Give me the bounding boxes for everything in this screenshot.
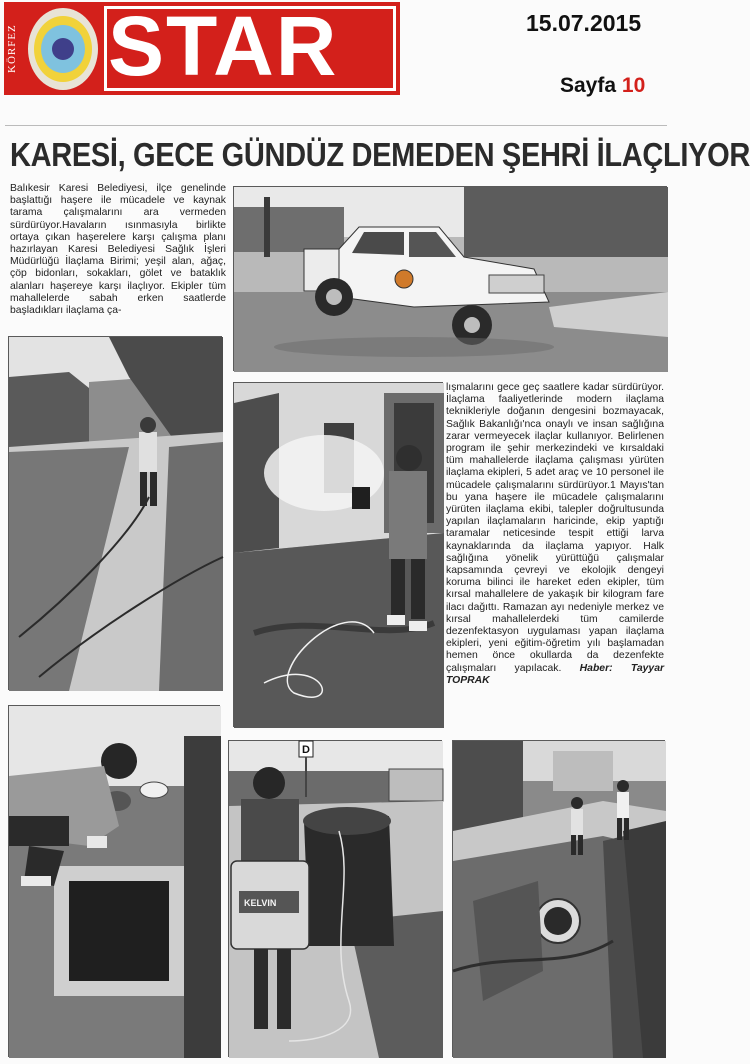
article-body	[446, 382, 664, 737]
sprayer-brand-label: KELVIN	[244, 898, 277, 908]
masthead-title: STAR	[108, 0, 339, 93]
photo-spray-truck	[233, 186, 667, 371]
photo-sprayer-tank	[228, 740, 442, 1057]
photo-culvert	[452, 740, 665, 1057]
page-label: Sayfa	[560, 74, 617, 97]
page-number	[560, 74, 645, 98]
article-byline: Haber: Tayyar TOPRAK	[446, 662, 665, 686]
page-number-value: 10	[621, 74, 646, 97]
photo-worker-road	[8, 336, 222, 690]
article-body-text: lışmalarını gece geç saatlere kadar sürdürüyor. İlaçlama faaliyetlerinde modern ilaçlama teknikleriyle doğanın dengesini bozmayacak, Sağlık Bakanlığı'nca onaylı ve insan sağlığına zarar vermeyecek ilaçlar kullanıyor. Belirlenen program ile şehir merkezindeki ve kırsaldaki tüm mahallelerde ilaçlama çalışması yürüten ilaçlama ekipleri, 5 adet araç ve 10 personel ile mücadele çalışmalarını sürdürüyor.1 Mayıs'tan bu yana haşere ile mücadele çalışmalarını yürüten ilaçlama ekibi, talepler doğrultusunda yapılan ilaçlamaların haricinde, ekip yaptığı taramalar neticesinde tespit ettiği larva kaynaklarında da ilaçlama yapıyor. Halk sağlığına yönelik yürüttüğü çalışmalar kapsamında çevreyi ve ekolojik dengeyi koruma bilinci ile hareket eden ekipler, tüm kırsal mahallelere de yakaşık bir kilogram fare ilacı dağıttı. Ramazan ayı nedeniyle merkez ve kırsal mahallelerdeki tüm camilerde dezenfektasyon uygulaması yapan ilaçlama ekipleri, yeni eğitim-öğretim yılı başlamadan hemen önce okullarda da dezenfekte çalışmaları yapılacak.	[446, 382, 664, 674]
eye-logo-icon	[28, 8, 98, 90]
issue-date: 15.07.2015	[526, 10, 642, 36]
article-lead: Balıkesir Karesi Belediyesi, ilçe genelinde başlattığı haşere ile mücadele ve kaynak tarama çalışmalarını ara vermeden sürdürüyor.Havaların ısınmasıyla birlikte ortaya çıkan haşerelere karşı çalışma planı hazırlayan Karesi Belediyesi Sağlık İşleri Müdürlüğü İlaçlama Birimi; yeşil alan, ağaç, çöp bidonları, sokakları, gölet ve bataklık alanları haşereye karşı ilaçlıyor. Ekipler tüm mahallelerde sabah erken saatlerde başladıkları ilaçlama ça-	[10, 183, 226, 317]
masthead-side-text: KÖRFEZ	[6, 24, 18, 73]
sign-letter: D	[302, 744, 310, 756]
article-headline: KARESİ, GECE GÜNDÜZ DEMEDEN ŞEHRİ İLAÇLIYOR	[10, 136, 750, 173]
photo-manhole	[8, 705, 220, 1057]
photo-spraying-worker	[233, 382, 443, 727]
